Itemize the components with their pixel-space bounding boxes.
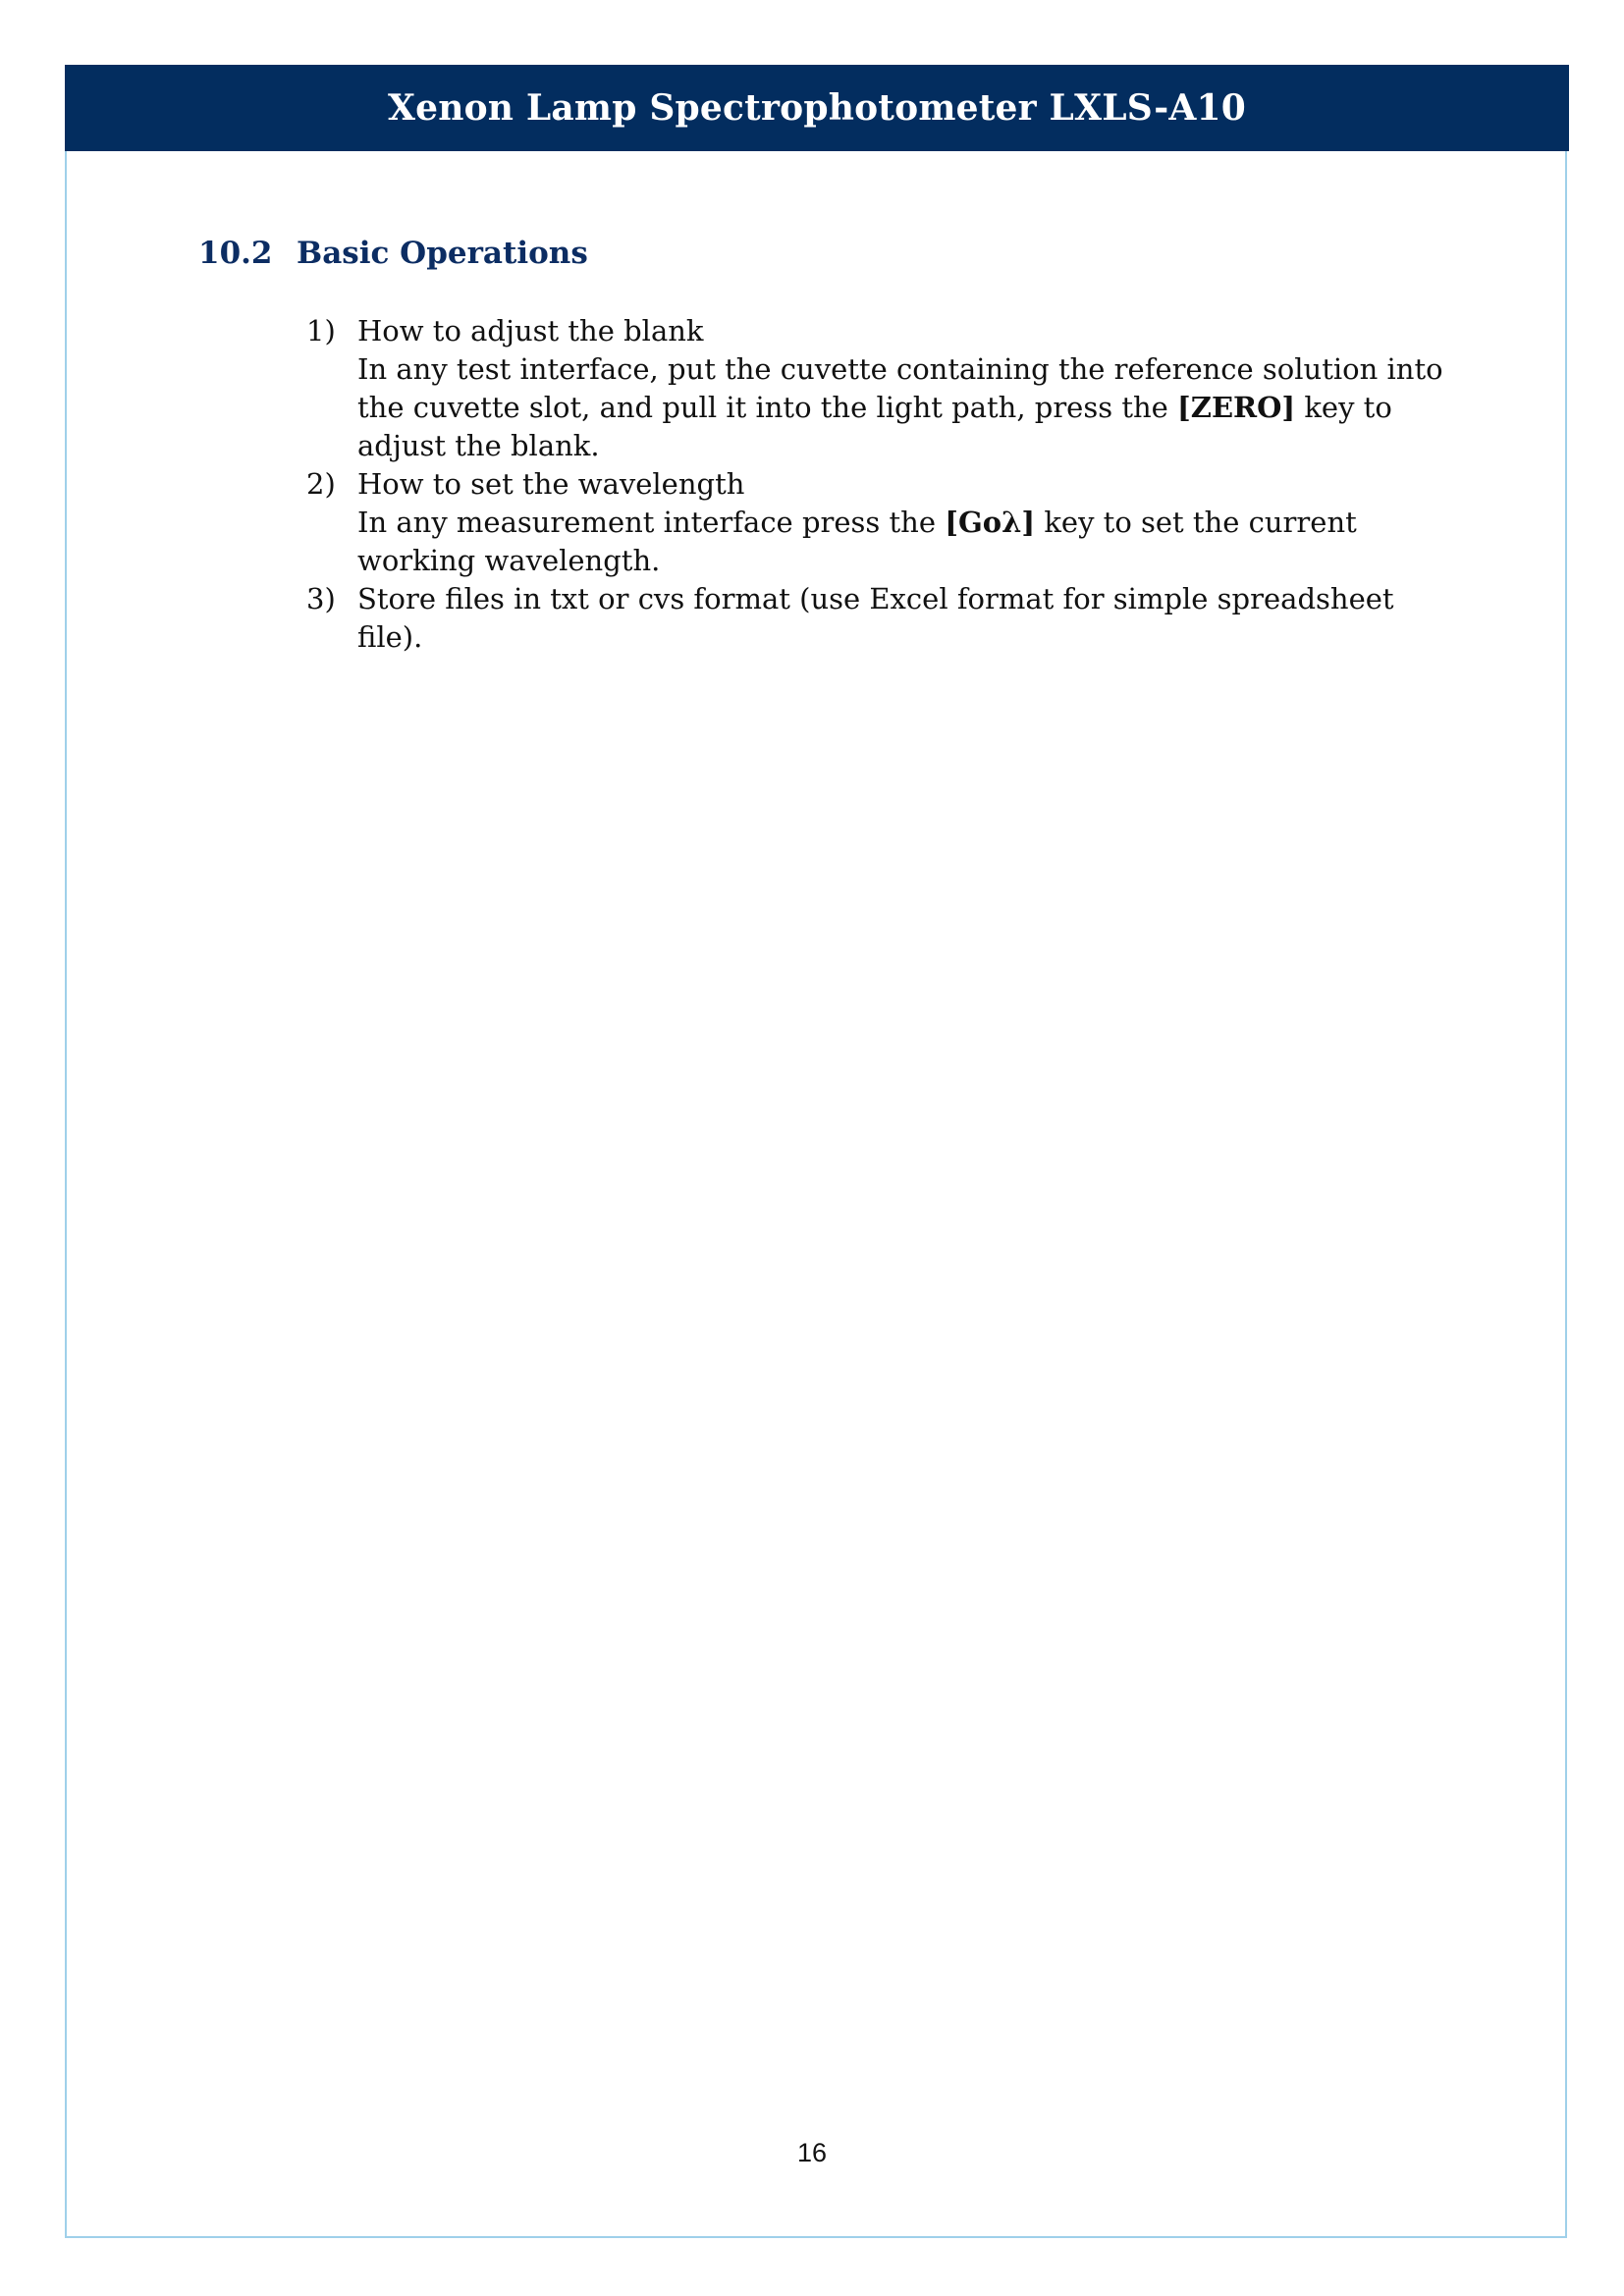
section-heading [198,236,588,271]
zero-key-label: [ZERO] [1177,391,1296,424]
operation-title: How to set the wavelength [357,467,745,501]
operation-text: In any measurement interface press the [357,506,946,539]
go-lambda-key-label: [Goλ] [945,506,1036,539]
operation-description [357,350,1445,465]
operation-description: Store files in txt or cvs format (use Excel format for simple spreadsheet file). [357,582,1394,654]
operation-body [357,312,1445,465]
operation-text: In any test interface, put the cuvette containing the reference solution into the cuvette slot, and pull it into the light path, press the [357,352,1443,424]
operation-text: key to set the current working wavelength. [357,506,1357,577]
operation-description [357,504,1445,580]
operation-number: 2) [306,467,336,501]
operation-number: 1) [306,314,336,347]
operation-body [357,580,1445,657]
operation-item-store-files [306,580,1445,657]
operation-item-adjust-blank [306,312,1445,465]
page-number: 16 [796,2138,828,2167]
operation-item-set-wavelength [306,465,1445,580]
operation-title: How to adjust the blank [357,314,704,347]
operation-number: 3) [306,582,336,615]
operation-text: key to adjust the blank. [357,391,1392,462]
document-title: Xenon Lamp Spectrophotometer LXLS-A10 [387,87,1247,129]
section-number: 10.2 [198,236,273,271]
operations-list [306,312,1445,657]
header-bar [65,65,1569,151]
section-title: Basic Operations [297,236,588,271]
operation-body [357,465,1445,580]
